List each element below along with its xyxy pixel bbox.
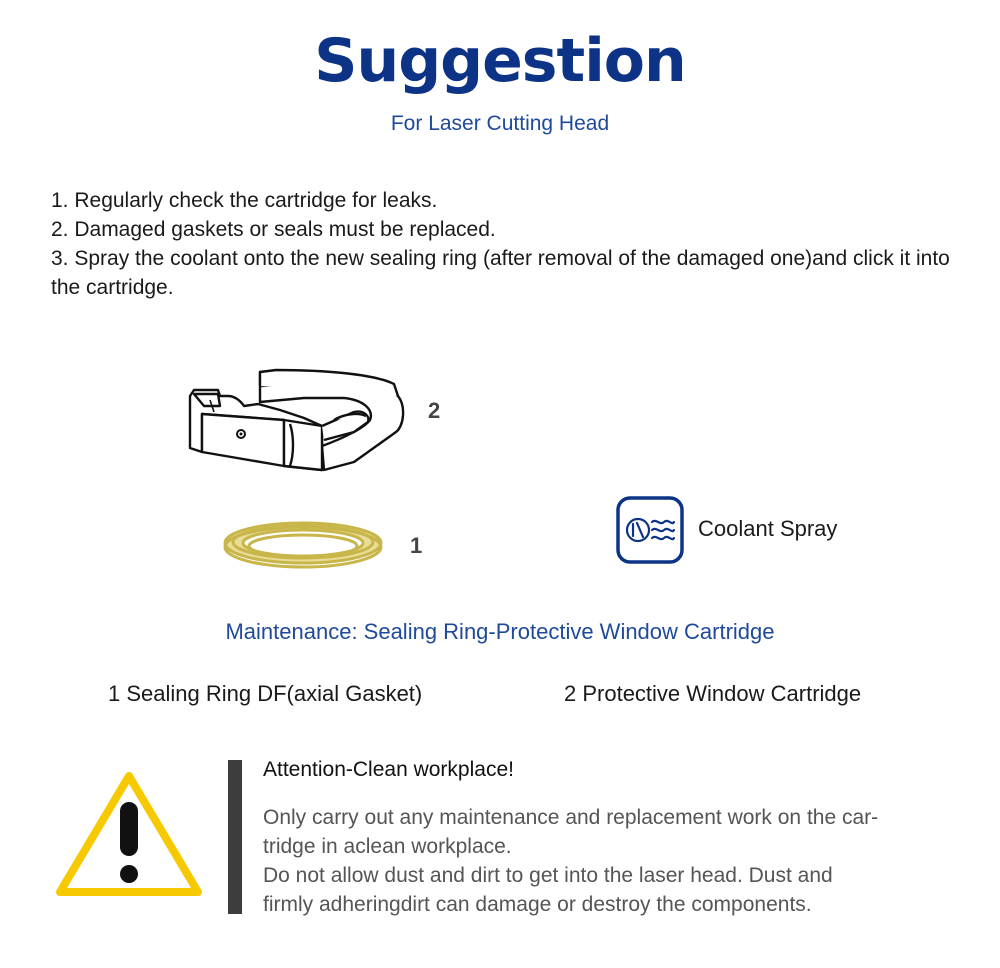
sealing-ring-illustration [220,518,386,572]
instruction-item: 3. Spray the coolant onto the new sealing ring (after removal of the damaged one)and click it into the cartridge. [51,247,950,299]
attention-body-line: Do not allow dust and dirt to get into the laser head. Dust and [263,864,833,887]
coolant-spray-icon [616,496,684,564]
protective-window-cartridge-illustration [184,366,414,476]
instruction-item: 1. Regularly check the cartridge for leaks. [51,189,438,212]
attention-divider-bar [228,760,242,914]
instruction-item: 2. Damaged gaskets or seals must be replaced. [51,218,496,241]
warning-icon [54,768,204,900]
coolant-spray-label: Coolant Spray [698,516,838,541]
attention-body [263,803,963,919]
instruction-list [51,186,951,302]
cartridge-callout-label: 2 [428,398,441,423]
part-1-label: 1 Sealing Ring DF(axial Gasket) [108,681,423,706]
page-subtitle: For Laser Cutting Head [390,112,610,135]
ring-callout-label: 1 [410,533,423,558]
page-title: Suggestion [314,26,686,96]
maintenance-title: Maintenance: Sealing Ring-Protective Window Cartridge [225,619,775,644]
attention-body-line: Only carry out any maintenance and replacement work on the car- [263,806,879,829]
attention-body-line: tridge in aclean workplace. [263,835,512,858]
attention-body-line: firmly adheringdirt can damage or destroy the components. [263,893,812,916]
part-2-label: 2 Protective Window Cartridge [564,681,862,706]
attention-title: Attention-Clean workplace! [263,758,514,781]
